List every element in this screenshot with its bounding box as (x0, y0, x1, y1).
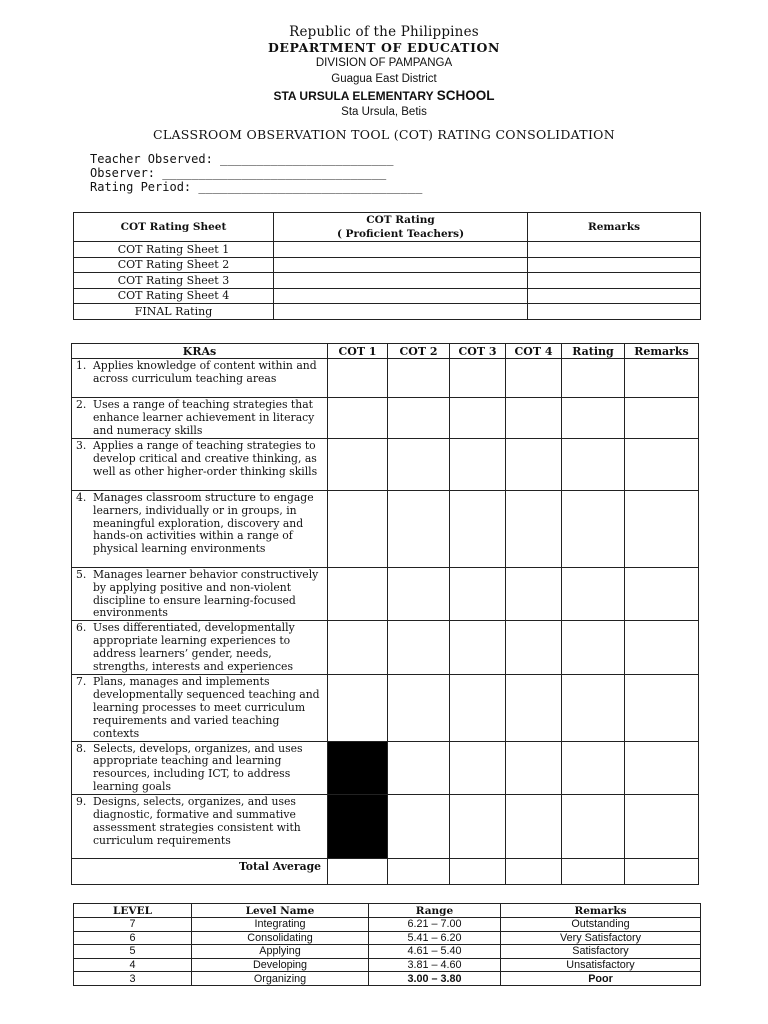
summary-rating-cell[interactable] (274, 304, 528, 320)
cot2-cell[interactable] (388, 398, 450, 439)
cot2-cell[interactable] (388, 741, 450, 795)
district-line: Guagua East District (331, 72, 437, 85)
kra-text (72, 621, 328, 675)
remarks-cell[interactable] (625, 438, 699, 490)
kra-number: 6. (76, 621, 87, 635)
kra-row (72, 741, 699, 795)
kra-row (72, 398, 699, 439)
kra-row (72, 567, 699, 621)
cot1-cell[interactable] (328, 438, 388, 490)
level-header-name: Level Name (192, 904, 369, 918)
level-number: 5 (74, 945, 192, 959)
cot2-cell[interactable] (388, 359, 450, 398)
summary-row (74, 242, 701, 258)
document-header (0, 24, 768, 121)
cot3-cell[interactable] (450, 490, 506, 567)
rating-cell[interactable] (562, 674, 625, 741)
total-cot3-cell[interactable] (450, 859, 506, 885)
summary-remarks-cell[interactable] (528, 273, 701, 289)
division-line: DIVISION OF PAMPANGA (315, 57, 453, 69)
kra-row (72, 674, 699, 741)
cot4-cell[interactable] (506, 795, 562, 859)
cot2-cell[interactable] (388, 490, 450, 567)
summary-row-label: COT Rating Sheet 3 (74, 273, 274, 289)
kra-description: Plans, manages and implements developmentally sequenced teaching and learning processes to meet curriculum requirements and varied teaching contexts (93, 674, 320, 740)
summary-header-remarks: Remarks (528, 213, 701, 242)
cot1-cell[interactable] (328, 674, 388, 741)
kra-text (72, 490, 328, 567)
total-cot2-cell[interactable] (388, 859, 450, 885)
kra-header-cot2: COT 2 (388, 344, 450, 359)
kra-text (72, 741, 328, 795)
cot1-cell[interactable] (328, 398, 388, 439)
kra-number: 1. (76, 359, 87, 372)
department-line: DEPARTMENT OF EDUCATION (267, 40, 501, 55)
kra-rating-table (71, 343, 699, 885)
rating-period-field[interactable]: Rating Period: _______________________________ (90, 180, 423, 194)
level-name: Consolidating (192, 931, 369, 945)
kra-description: Manages classroom structure to engage learners, individually or in groups, in meaningful exploration, discovery and hands-on activities within a range of physical learning environments (93, 490, 314, 556)
level-remarks: Satisfactory (501, 945, 701, 959)
kra-text (72, 795, 328, 859)
cot3-cell[interactable] (450, 674, 506, 741)
cot4-cell[interactable] (506, 438, 562, 490)
kra-row (72, 795, 699, 859)
summary-row-label: COT Rating Sheet 1 (74, 242, 274, 258)
summary-remarks-cell[interactable] (528, 257, 701, 273)
remarks-cell[interactable] (625, 795, 699, 859)
level-number: 7 (74, 918, 192, 932)
total-cot4-cell[interactable] (506, 859, 562, 885)
total-average-row (72, 859, 699, 885)
school-name-suffix: SCHOOL (436, 88, 495, 103)
document-title: CLASSROOM OBSERVATION TOOL (COT) RATING CONSOLIDATION (153, 127, 615, 142)
kra-number: 2. (76, 398, 87, 411)
cot4-cell[interactable] (506, 567, 562, 621)
level-remarks: Unsatisfactory (501, 958, 701, 972)
level-row (74, 958, 701, 972)
summary-rating-cell[interactable] (274, 288, 528, 304)
cot4-cell[interactable] (506, 674, 562, 741)
level-name: Developing (192, 958, 369, 972)
kra-description: Selects, develops, organizes, and uses appropriate teaching and learning resources, including ICT, to address learning goals (93, 741, 303, 794)
rating-cell[interactable] (562, 795, 625, 859)
school-name-prefix: STA URSULA ELEMENTARY (273, 89, 437, 103)
kra-row (72, 438, 699, 490)
rating-cell[interactable] (562, 490, 625, 567)
kra-number: 5. (76, 567, 87, 581)
remarks-cell[interactable] (625, 567, 699, 621)
rating-cell[interactable] (562, 741, 625, 795)
school-name (0, 87, 768, 105)
kra-text (72, 674, 328, 741)
republic-line: Republic of the Philippines (289, 24, 479, 40)
summary-row-label: COT Rating Sheet 4 (74, 288, 274, 304)
cot1-cell[interactable] (328, 621, 388, 675)
level-row (74, 972, 701, 986)
kra-number: 7. (76, 674, 87, 688)
level-number: 6 (74, 931, 192, 945)
level-range: 6.21 – 7.00 (369, 918, 501, 932)
level-range: 5.41 – 6.20 (369, 931, 501, 945)
summary-header-sheet: COT Rating Sheet (74, 213, 274, 242)
cot3-cell[interactable] (450, 741, 506, 795)
level-number: 4 (74, 958, 192, 972)
rating-cell[interactable] (562, 438, 625, 490)
kra-header-cot3: COT 3 (450, 344, 506, 359)
remarks-cell[interactable] (625, 621, 699, 675)
cot2-cell[interactable] (388, 795, 450, 859)
rating-cell[interactable] (562, 359, 625, 398)
level-range: 4.61 – 5.40 (369, 945, 501, 959)
cot4-cell[interactable] (506, 398, 562, 439)
kra-text (72, 359, 328, 398)
kra-header-cot4: COT 4 (506, 344, 562, 359)
summary-rating-cell[interactable] (274, 257, 528, 273)
level-remarks: Very Satisfactory (501, 931, 701, 945)
level-range: 3.81 – 4.60 (369, 958, 501, 972)
level-name: Integrating (192, 918, 369, 932)
cot4-cell[interactable] (506, 621, 562, 675)
kra-description: Manages learner behavior constructively by applying positive and non-violent discipline to ensure learning-focused environments (93, 567, 319, 620)
cot3-cell[interactable] (450, 795, 506, 859)
kra-number: 8. (76, 741, 87, 755)
summary-remarks-cell[interactable] (528, 288, 701, 304)
total-remarks-cell[interactable] (625, 859, 699, 885)
level-number: 3 (74, 972, 192, 986)
kra-header-cot1: COT 1 (328, 344, 388, 359)
remarks-cell[interactable] (625, 359, 699, 398)
cot4-cell[interactable] (506, 741, 562, 795)
level-name: Applying (192, 945, 369, 959)
kra-number: 4. (76, 490, 87, 504)
summary-header-rating-line1: COT Rating (366, 214, 435, 226)
kra-number: 3. (76, 438, 87, 452)
cot4-cell[interactable] (506, 490, 562, 567)
cot1-cell[interactable] (328, 359, 388, 398)
kra-header-kras: KRAs (72, 344, 328, 359)
teacher-observed-field[interactable]: Teacher Observed: ________________________ (90, 152, 394, 166)
level-name: Organizing (192, 972, 369, 986)
remarks-cell[interactable] (625, 398, 699, 439)
rating-cell[interactable] (562, 398, 625, 439)
level-row (74, 945, 701, 959)
summary-rating-cell[interactable] (274, 242, 528, 258)
kra-description: Applies a range of teaching strategies to develop critical and creative thinking, as well as other higher-order thinking skills (93, 438, 318, 478)
cot2-cell[interactable] (388, 621, 450, 675)
cot2-cell[interactable] (388, 567, 450, 621)
summary-row (74, 257, 701, 273)
level-header-range: Range (369, 904, 501, 918)
level-row (74, 918, 701, 932)
observation-info (90, 152, 422, 194)
rating-cell[interactable] (562, 567, 625, 621)
kra-header-remarks: Remarks (625, 344, 699, 359)
total-rating-cell[interactable] (562, 859, 625, 885)
cot2-cell[interactable] (388, 438, 450, 490)
kra-text (72, 438, 328, 490)
summary-row-label: FINAL Rating (74, 304, 274, 320)
total-average-label: Total Average (72, 859, 328, 885)
kra-row (72, 621, 699, 675)
cot3-cell[interactable] (450, 398, 506, 439)
cot1-cell-shaded (328, 795, 388, 859)
kra-number: 9. (76, 795, 87, 809)
kra-description: Uses differentiated, developmentally appropriate learning experiences to address learners’ gender, needs, strengths, interests and experiences (93, 621, 295, 674)
observer-field[interactable]: Observer: _______________________________ (90, 166, 387, 180)
kra-description: Uses a range of teaching strategies that enhance learner achievement in literacy and numeracy skills (93, 398, 315, 437)
cot1-cell[interactable] (328, 567, 388, 621)
summary-header-rating-line2: ( Proficient Teachers) (336, 228, 465, 240)
summary-row (74, 304, 701, 320)
level-range: 3.00 – 3.80 (369, 972, 501, 986)
rating-level-table (73, 903, 701, 986)
level-row (74, 931, 701, 945)
summary-remarks-cell[interactable] (528, 304, 701, 320)
level-header-remarks: Remarks (501, 904, 701, 918)
total-cot1-cell[interactable] (328, 859, 388, 885)
remarks-cell[interactable] (625, 741, 699, 795)
level-header-level: LEVEL (74, 904, 192, 918)
kra-row (72, 490, 699, 567)
remarks-cell[interactable] (625, 490, 699, 567)
cot-summary-table (73, 212, 701, 320)
kra-text (72, 398, 328, 439)
cot3-cell[interactable] (450, 438, 506, 490)
summary-row (74, 273, 701, 289)
kra-description: Applies knowledge of content within and across curriculum teaching areas (93, 359, 317, 385)
cot1-cell[interactable] (328, 490, 388, 567)
kra-row (72, 359, 699, 398)
cot4-cell[interactable] (506, 359, 562, 398)
cot3-cell[interactable] (450, 567, 506, 621)
summary-row-label: COT Rating Sheet 2 (74, 257, 274, 273)
kra-text (72, 567, 328, 621)
level-remarks: Outstanding (501, 918, 701, 932)
cot2-cell[interactable] (388, 674, 450, 741)
level-remarks: Poor (501, 972, 701, 986)
kra-header-rating: Rating (562, 344, 625, 359)
cot1-cell-shaded (328, 741, 388, 795)
summary-remarks-cell[interactable] (528, 242, 701, 258)
rating-cell[interactable] (562, 621, 625, 675)
summary-rating-cell[interactable] (274, 273, 528, 289)
cot3-cell[interactable] (450, 621, 506, 675)
summary-header-rating (274, 213, 528, 242)
kra-description: Designs, selects, organizes, and uses diagnostic, formative and summative assessment strategies consistent with curriculum requirements (93, 795, 301, 847)
remarks-cell[interactable] (625, 674, 699, 741)
cot3-cell[interactable] (450, 359, 506, 398)
summary-row (74, 288, 701, 304)
school-address: Sta Ursula, Betis (341, 106, 427, 118)
